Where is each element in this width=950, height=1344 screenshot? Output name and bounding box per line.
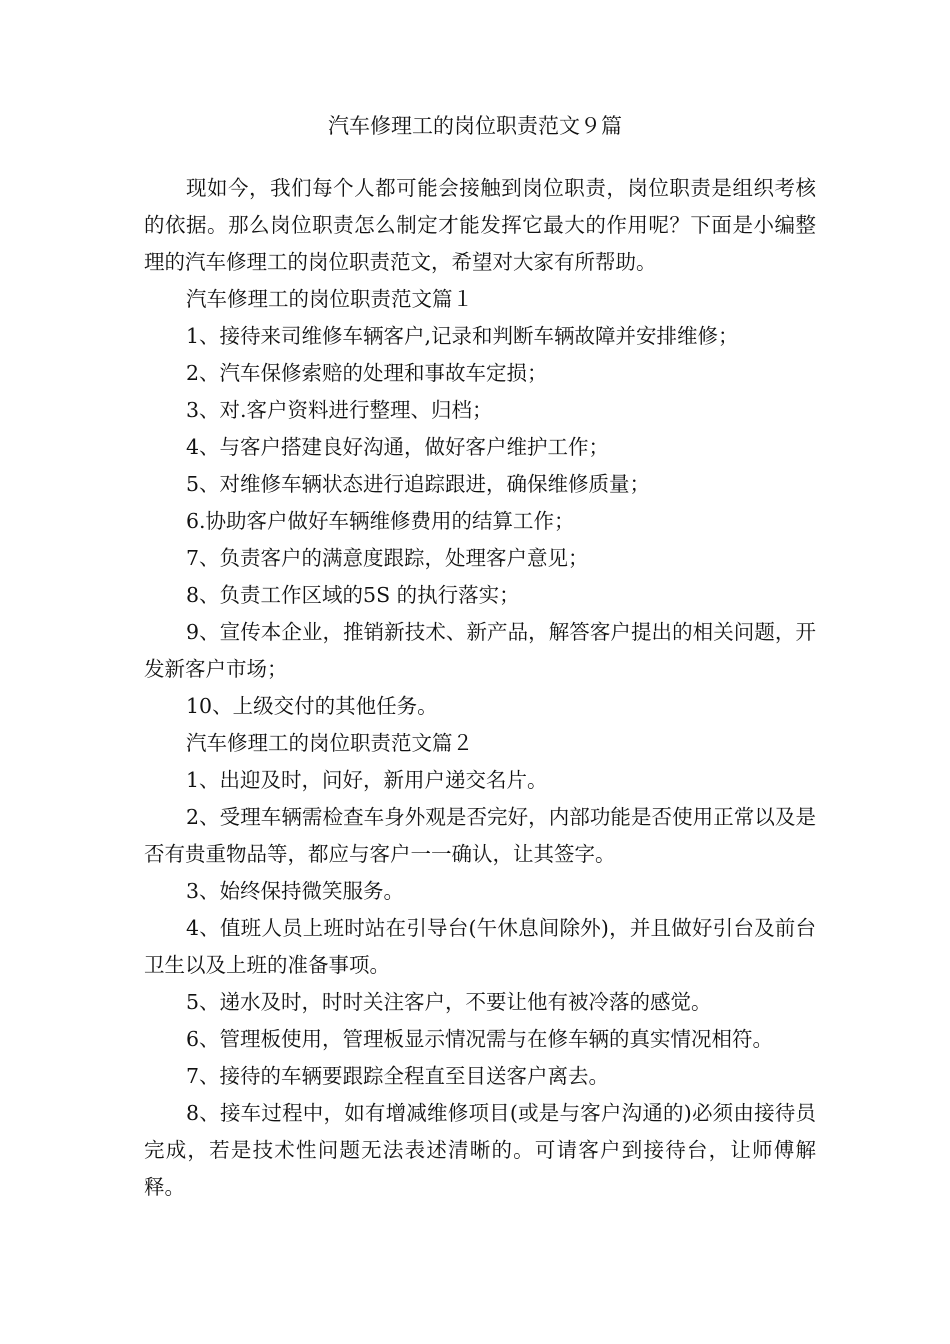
list-item: 7、接待的车辆要跟踪全程直至目送客户离去。 xyxy=(186,1064,610,1088)
list-item: 5、递水及时，时时关注客户，不要让他有被冷落的感觉。 xyxy=(186,990,712,1014)
list-item: 4、值班人员上班时站在引导台(午休息间除外)，并且做好引台及前台卫生以及上班的准备事项。 xyxy=(144,916,816,977)
section-heading-2: 汽车修理工的岗位职责范文篇２ xyxy=(186,731,473,755)
list-item: 2、汽车保修索赔的处理和事故车定损； xyxy=(186,361,548,385)
list-item: 4、与客户搭建良好沟通，做好客户维护工作； xyxy=(186,435,610,459)
list-item: 8、负责工作区域的5S 的执行落实； xyxy=(186,583,520,607)
list-item: 6.协助客户做好车辆维修费用的结算工作； xyxy=(186,509,575,533)
list-item: 7、负责客户的满意度跟踪，处理客户意见； xyxy=(186,546,589,570)
list-item: 6、管理板使用，管理板显示情况需与在修车辆的真实情况相符。 xyxy=(186,1027,774,1051)
intro-paragraph: 现如今，我们每个人都可能会接触到岗位职责，岗位职责是组织考核的依据。那么岗位职责怎么制定才能发挥它最大的作用呢？下面是小编整理的汽车修理工的岗位职责范文，希望对大家有所帮助。 xyxy=(144,176,816,274)
list-item: 3、始终保持微笑服务。 xyxy=(186,879,405,903)
list-item: 5、对维修车辆状态进行追踪跟进，确保维修质量； xyxy=(186,472,651,496)
list-item: 10、上级交付的其他任务。 xyxy=(186,694,438,718)
list-item: 2、受理车辆需检查车身外观是否完好，内部功能是否使用正常以及是否有贵重物品等，都应与客户一一确认，让其签字。 xyxy=(144,805,816,866)
list-item: 1、接待来司维修车辆客户,记录和判断车辆故障并安排维修； xyxy=(186,324,739,348)
list-item: 1、出迎及时，问好，新用户递交名片。 xyxy=(186,768,548,792)
section-heading-1: 汽车修理工的岗位职责范文篇１ xyxy=(186,287,473,311)
list-item: 3、对.客户资料进行整理、归档； xyxy=(186,398,493,422)
list-item: 9、宣传本企业，推销新技术、新产品，解答客户提出的相关问题，开发新客户市场； xyxy=(144,620,816,681)
list-item: 8、接车过程中，如有增减维修项目(或是与客户沟通的)必须由接待员完成，若是技术性问题无法表述清晰的。可请客户到接待台，让师傅解释。 xyxy=(144,1101,816,1199)
document-title: 汽车修理工的岗位职责范文９篇 xyxy=(328,114,622,138)
document-body xyxy=(144,170,816,1206)
